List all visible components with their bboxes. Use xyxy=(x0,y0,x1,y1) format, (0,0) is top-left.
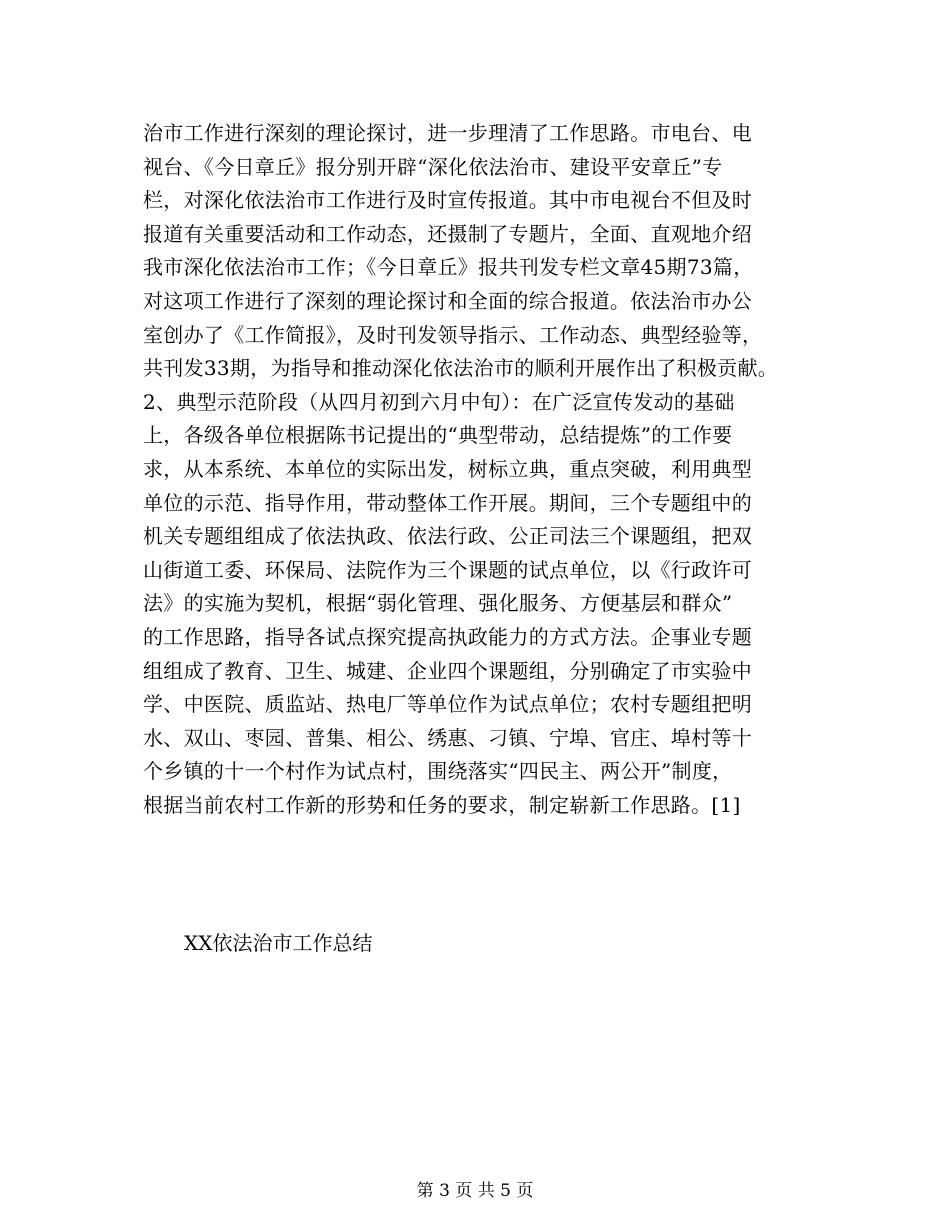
text-line: 我市深化依法治市工作；《今日章丘》报共刊发专栏文章45期73篇， xyxy=(143,255,754,280)
text-line: 机关专题组组成了依法执政、依法行政、公正司法三个课题组，把双 xyxy=(143,524,752,549)
text-line: 组组成了教育、卫生、城建、企业四个课题组，分别确定了市实验中 xyxy=(143,658,752,683)
text-line: 的工作思路，指导各试点探究提高执政能力的方式方法。企事业专题 xyxy=(143,624,752,649)
text-line: 求，从本系统、本单位的实际出发，树标立典，重点突破，利用典型 xyxy=(143,456,752,481)
page-footer: 第 3 页 共 5 页 xyxy=(416,1181,534,1201)
text-line: 视台、《今日章丘》报分别开辟“深化依法治市、建设平安章丘”专 xyxy=(143,154,723,179)
section-title: XX依法治市工作总结 xyxy=(184,931,373,955)
text-line: 报道有关重要活动和工作动态，还摄制了专题片，全面、直观地介绍 xyxy=(143,221,752,246)
text-line: 学、中医院、质监站、热电厂等单位作为试点单位；农村专题组把明 xyxy=(143,692,752,717)
text-line: 上，各级各单位根据陈书记提出的“典型带动，总结提炼”的工作要 xyxy=(143,423,733,448)
text-line: 水、双山、枣园、普集、相公、绣惠、刁镇、宁埠、官庄、埠村等十 xyxy=(143,725,752,750)
text-line: 对这项工作进行了深刻的理论探讨和全面的综合报道。依法治市办公 xyxy=(143,288,752,313)
text-line: 室创办了《工作简报》，及时刊发领导指示、工作动态、典型经验等， xyxy=(143,322,763,347)
text-line: 法》的实施为契机，根据“弱化管理、强化服务、方便基层和群众” xyxy=(143,591,733,616)
text-line: 个乡镇的十一个村作为试点村，围绕落实“四民主、两公开”制度， xyxy=(143,759,733,784)
text-line: 2、典型示范阶段（从四月初到六月中旬）：在广泛宣传发动的基础 xyxy=(143,389,735,414)
text-line: 栏，对深化依法治市工作进行及时宣传报道。其中市电视台不但及时 xyxy=(143,188,752,213)
text-line: 治市工作进行深刻的理论探讨，进一步理清了工作思路。市电台、电 xyxy=(143,121,752,145)
text-line: 共刊发33期，为指导和推动深化依法治市的顺利开展作出了积极贡献。 xyxy=(143,356,779,381)
body-text xyxy=(143,117,823,822)
text-line: 山街道工委、环保局、法院作为三个课题的试点单位，以《行政许可 xyxy=(143,557,752,582)
text-line: 单位的示范、指导作用，带动整体工作开展。期间，三个专题组中的 xyxy=(143,490,752,515)
text-line: 根据当前农村工作新的形势和任务的要求，制定崭新工作思路。[1] xyxy=(143,792,741,817)
